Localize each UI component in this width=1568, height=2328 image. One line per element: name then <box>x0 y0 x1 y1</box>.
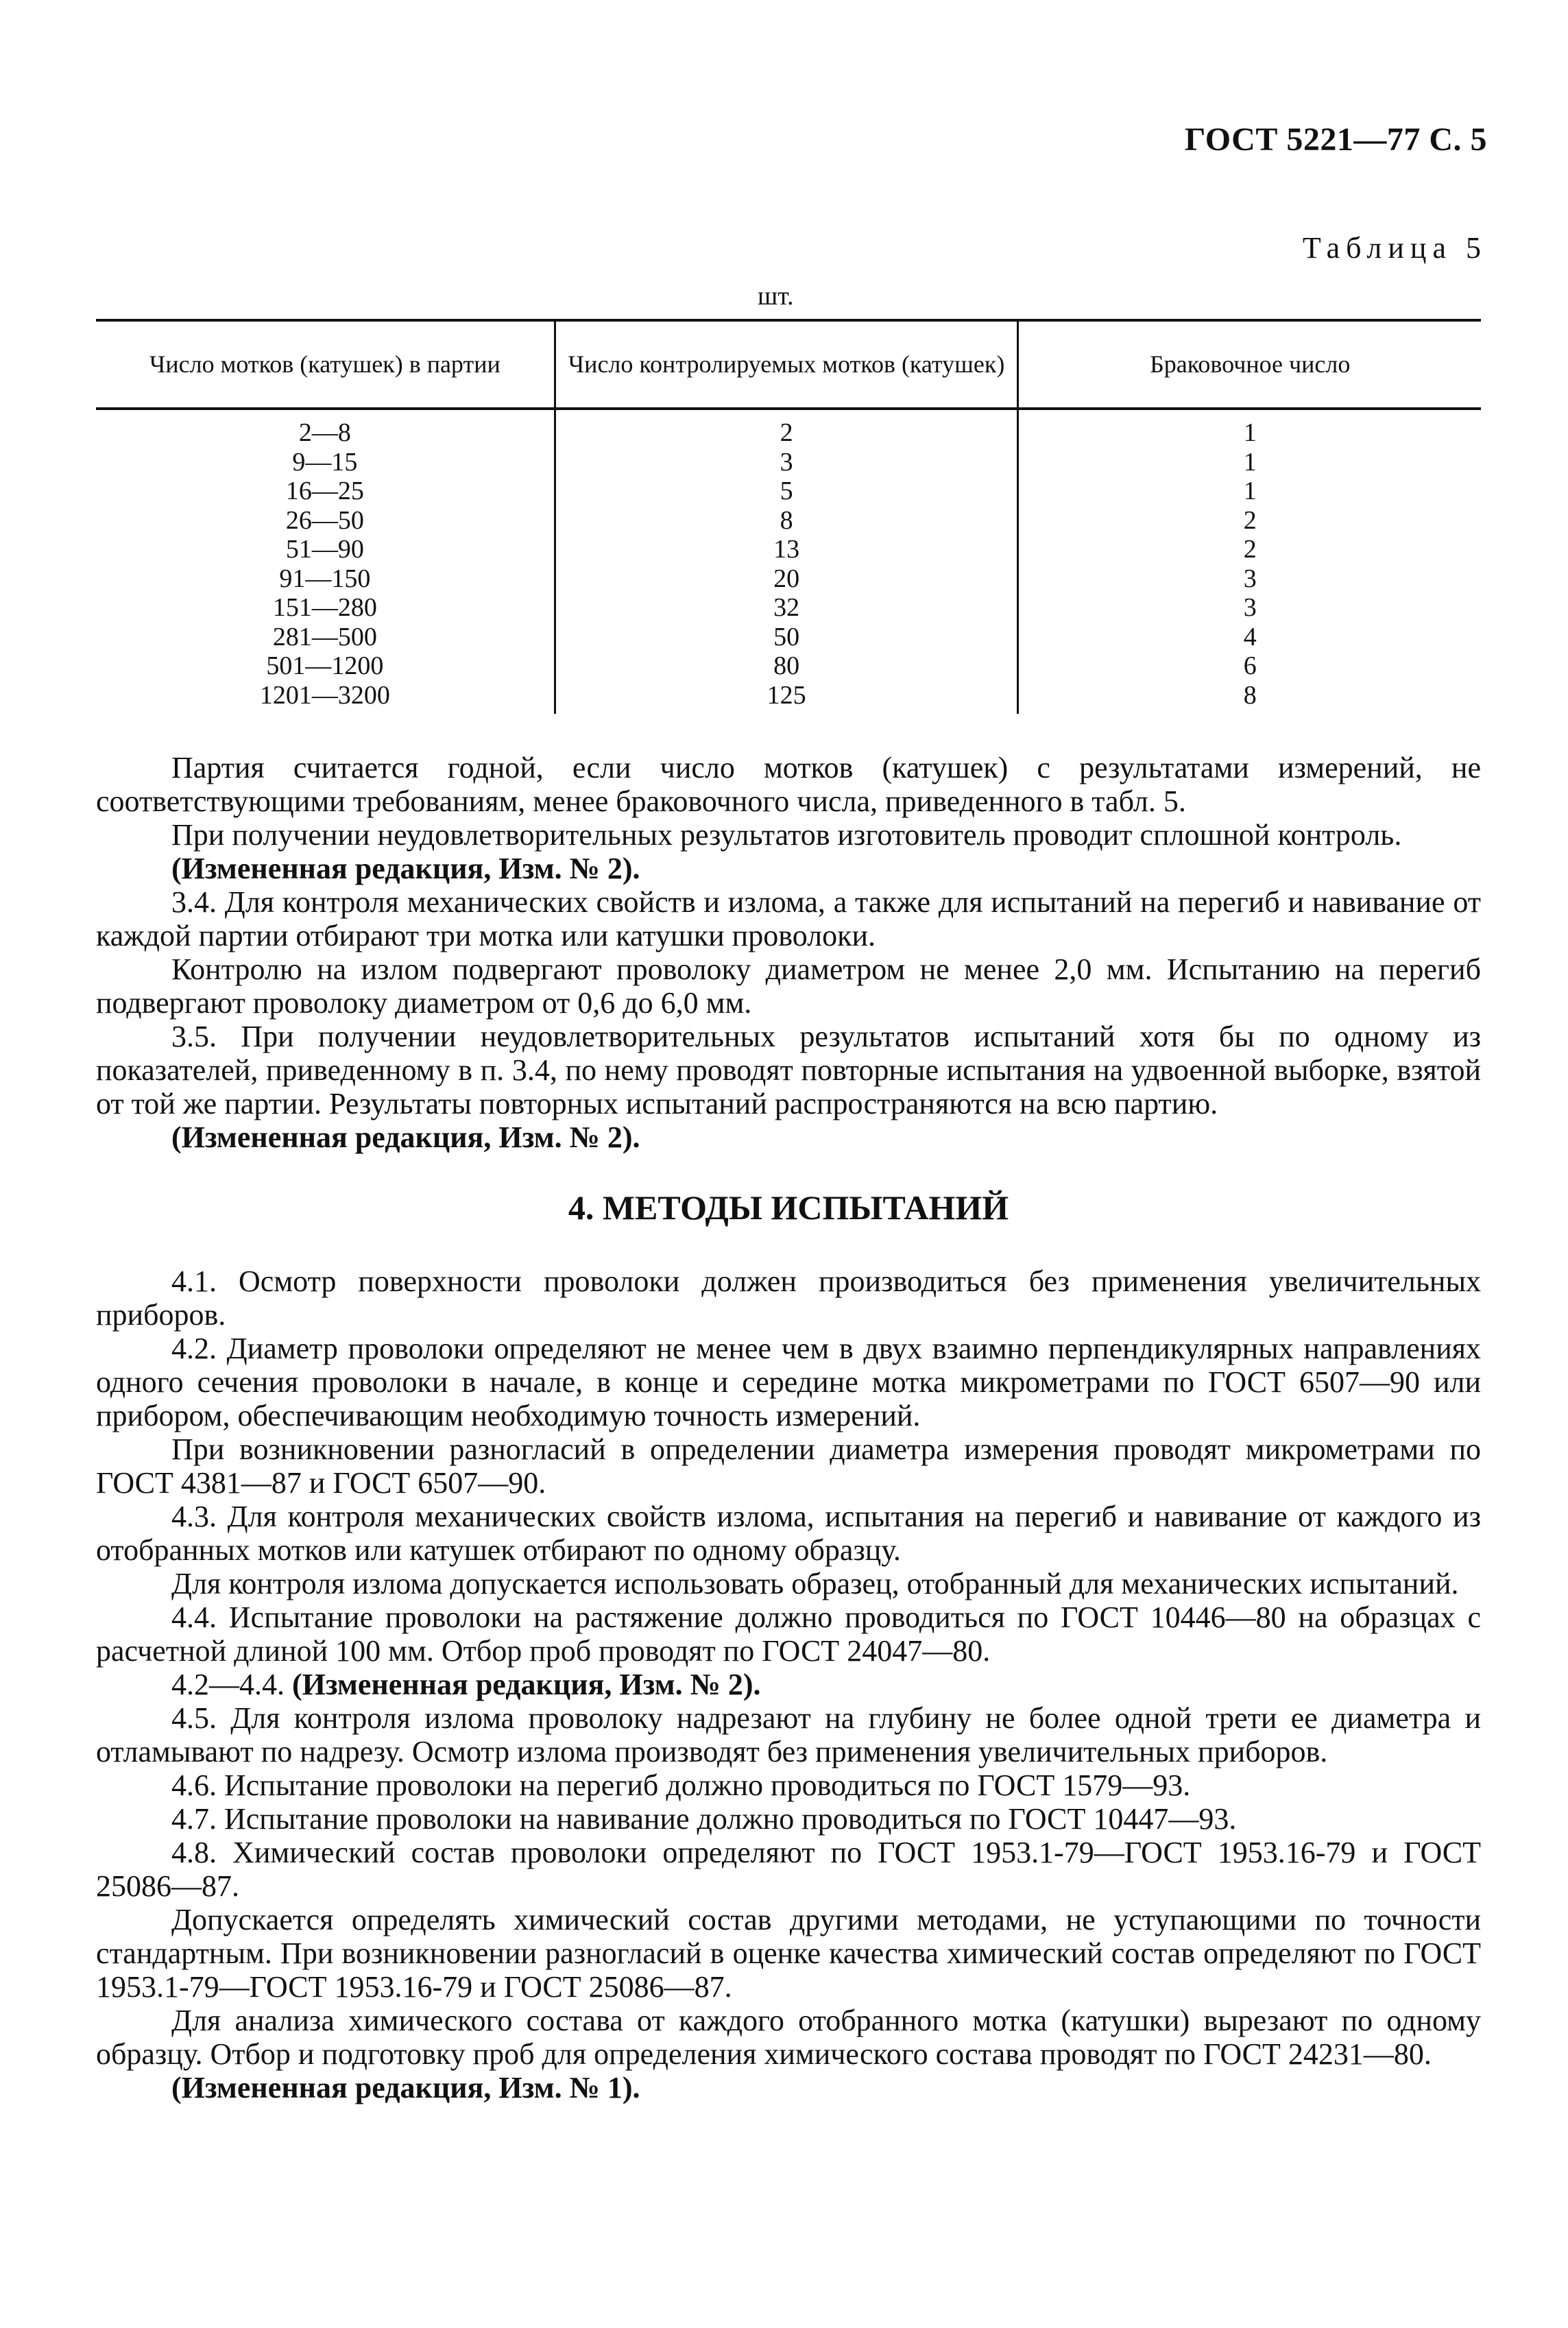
table-row <box>96 651 1481 681</box>
cell-inspected-count: 50 <box>555 623 1018 652</box>
page-header: ГОСТ 5221—77 С. 5 <box>1184 121 1487 158</box>
paragraph: Допускается определять химический состав другими методами, не уступающими по точности стандартным. При возникновении разногласий в оценке качества химический состав определяют по ГОСТ 1953.1-79—ГОСТ 1953.16-79 и ГОСТ 25086—87. <box>96 1903 1481 2004</box>
cell-inspected-count: 2 <box>555 409 1018 448</box>
table-caption: Таблица 5 <box>1302 231 1487 265</box>
table-header <box>96 320 1481 409</box>
table-row <box>96 593 1481 623</box>
cell-rejection-number: 6 <box>1018 651 1481 681</box>
paragraph: При получении неудовлетворительных результатов изготовитель проводит сплошной контроль. <box>171 818 1402 852</box>
paragraph: 4.8. Химический состав проволоки определяют по ГОСТ 1953.1-79—ГОСТ 1953.16-79 и ГОСТ 25086—87. <box>96 1836 1481 1903</box>
cell-batch-size: 151—280 <box>272 593 377 622</box>
paragraph: Контролю на излом подвергают проволоку диаметром не менее 2,0 мм. Испытанию на перегиб подвергают проволоку диаметром от 0,6 до 6,0 мм. <box>96 952 1481 1020</box>
cell-rejection-number: 2 <box>1018 506 1481 536</box>
cell-inspected-count: 5 <box>555 477 1018 506</box>
paragraph: Для анализа химического состава от каждого отобранного мотка (катушки) вырезают по одному образцу. Отбор и подготовку проб для определения химического состава проводят по ГОСТ 24231—80. <box>96 2004 1481 2071</box>
paragraph: 4.7. Испытание проволоки на навивание должно проводиться по ГОСТ 10447—93. <box>171 1802 1237 1836</box>
column-header-batch-size: Число мотков (катушек) в партии <box>96 320 555 409</box>
paragraph: 4.3. Для контроля механических свойств излома, испытания на перегиб и навивание от каждого из отобранных мотков или катушек отбирают по одному образцу. <box>96 1500 1481 1567</box>
paragraph: При возникновении разногласий в определении диаметра измерения проводят микрометрами по ГОСТ 4381—87 и ГОСТ 6507—90. <box>96 1432 1481 1500</box>
cell-rejection-number: 1 <box>1018 409 1481 448</box>
table-row <box>96 506 1481 536</box>
cell-inspected-count: 20 <box>555 564 1018 594</box>
amendment-range-note: (Измененная редакция, Изм. № 2). <box>292 1668 761 1701</box>
amendment-note-range <box>96 1668 1481 1701</box>
amendment-note: (Измененная редакция, Изм. № 2). <box>171 1120 640 1154</box>
paragraph: Партия считается годной, если число мотков (катушек) с результатами измерений, не соответствующими требованиям, менее браковочного числа, приведенного в табл. 5. <box>96 751 1481 818</box>
cell-inspected-count: 13 <box>555 535 1018 564</box>
paragraph: 4.6. Испытание проволоки на перегиб должно проводиться по ГОСТ 1579—93. <box>171 1768 1191 1802</box>
paragraph: 4.4. Испытание проволоки на растяжение должно проводиться по ГОСТ 10446—80 на образцах с расчетной длиной 100 мм. Отбор проб проводят по ГОСТ 24047—80. <box>96 1600 1481 1668</box>
table-row <box>96 623 1481 652</box>
paragraph: 3.4. Для контроля механических свойств и излома, а также для испытаний на перегиб и навивание от каждой партии отбирают три мотка или катушки проволоки. <box>96 885 1481 952</box>
table-unit-label: шт. <box>758 282 794 311</box>
cell-rejection-number: 8 <box>1018 681 1481 715</box>
cell-batch-size: 26—50 <box>285 505 364 535</box>
cell-batch-size: 2—8 <box>298 418 351 447</box>
cell-rejection-number: 3 <box>1018 564 1481 594</box>
column-header-inspected-count: Число контролируемых мотков (катушек) <box>555 320 1018 409</box>
cell-inspected-count: 125 <box>555 681 1018 715</box>
paragraph: 3.5. При получении неудовлетворительных результатов испытаний хотя бы по одному из показателей, приведенному в п. 3.4, по нему проводят повторные испытания на удвоенной выборке, взятой от той же партии. Результаты повторных испытаний распространяются на всю партию. <box>96 1020 1481 1120</box>
cell-batch-size: 16—25 <box>285 477 364 505</box>
amendment-range-prefix: 4.2—4.4. <box>171 1668 292 1701</box>
paragraph: Для контроля излома допускается использовать образец, отобранный для механических испытаний. <box>171 1567 1459 1600</box>
cell-batch-size: 281—500 <box>272 622 377 651</box>
cell-batch-size: 501—1200 <box>266 651 384 680</box>
table-row <box>96 448 1481 477</box>
table-header-row <box>96 320 1481 409</box>
table-row <box>96 409 1481 448</box>
cell-rejection-number: 1 <box>1018 448 1481 477</box>
amendment-note: (Измененная редакция, Изм. № 1). <box>171 2071 640 2104</box>
cell-batch-size: 91—150 <box>279 564 371 593</box>
table-row <box>96 564 1481 594</box>
table-row <box>96 681 1481 715</box>
cell-rejection-number: 1 <box>1018 477 1481 506</box>
paragraph: 4.5. Для контроля излома проволоку надрезают на глубину не более одной трети ее диаметра и отламывают по надрезу. Осмотр излома производят без применения увеличительных приборов. <box>96 1701 1481 1768</box>
cell-batch-size: 51—90 <box>285 535 364 564</box>
table-row <box>96 477 1481 506</box>
column-header-rejection-number: Браковочное число <box>1018 320 1481 409</box>
amendment-note: (Измененная редакция, Изм. № 2). <box>171 852 640 885</box>
cell-rejection-number: 2 <box>1018 535 1481 564</box>
cell-inspected-count: 3 <box>555 448 1018 477</box>
rejection-table <box>96 319 1481 714</box>
cell-rejection-number: 3 <box>1018 593 1481 623</box>
cell-inspected-count: 8 <box>555 506 1018 536</box>
cell-rejection-number: 4 <box>1018 623 1481 652</box>
paragraph: 4.2. Диаметр проволоки определяют не менее чем в двух взаимно перпендикулярных направлениях одного сечения проволоки в начале, в конце и середине мотка микрометрами по ГОСТ 6507—90 или прибором, обеспечивающим необходимую точность измерений. <box>96 1332 1481 1432</box>
table-row <box>96 535 1481 564</box>
cell-inspected-count: 80 <box>555 651 1018 681</box>
paragraph: 4.1. Осмотр поверхности проволоки должен производиться без применения увеличительных приборов. <box>96 1264 1481 1332</box>
cell-batch-size: 1201—3200 <box>259 680 390 710</box>
section-title: 4. МЕТОДЫ ИСПЫТАНИЙ <box>568 1188 1009 1227</box>
cell-batch-size: 9—15 <box>292 447 358 477</box>
table-body <box>96 409 1481 714</box>
document-body <box>96 751 1481 2104</box>
cell-inspected-count: 32 <box>555 593 1018 623</box>
